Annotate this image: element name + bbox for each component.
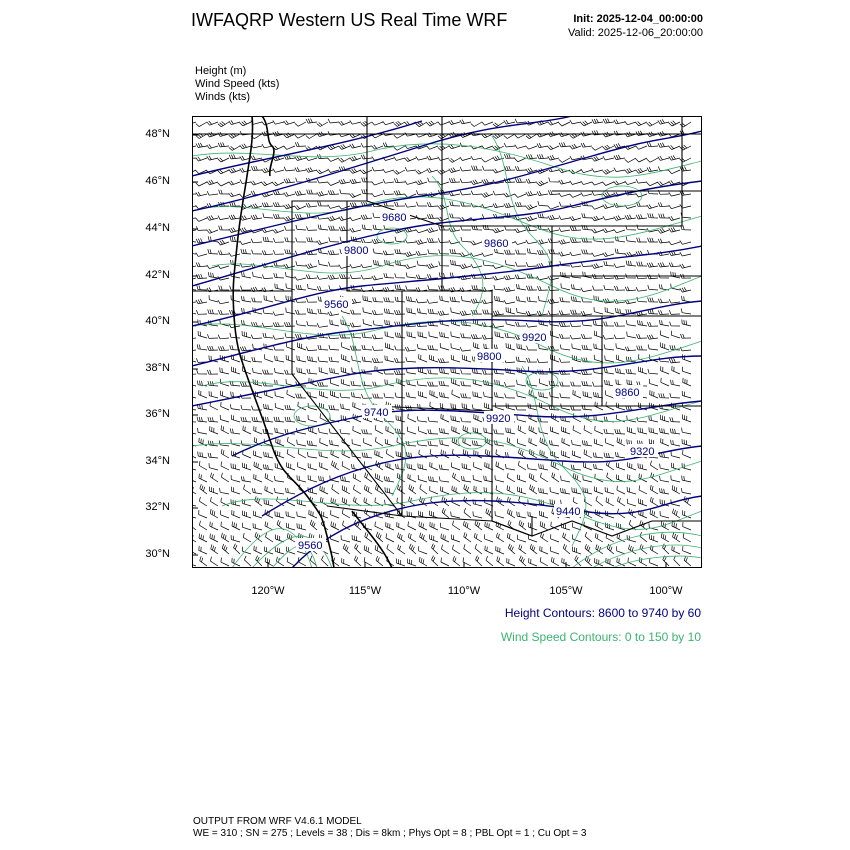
map-plot bbox=[192, 116, 702, 568]
lat-label: 40°N bbox=[145, 315, 170, 327]
lat-label: 46°N bbox=[145, 175, 170, 187]
lat-label: 44°N bbox=[145, 222, 170, 234]
field-winds-label: Winds (kts) bbox=[195, 91, 250, 103]
lat-label: 38°N bbox=[145, 362, 170, 374]
model-info: OUTPUT FROM WRF V4.6.1 MODEL bbox=[193, 816, 362, 827]
contour-label bbox=[482, 236, 512, 250]
lat-label: 48°N bbox=[145, 128, 170, 140]
lon-label: 105°W bbox=[549, 585, 583, 597]
contour-label bbox=[322, 297, 352, 311]
contour-label bbox=[342, 243, 372, 257]
contour-label bbox=[475, 349, 505, 363]
svg-text:9920: 9920 bbox=[522, 332, 547, 344]
lon-label: 100°W bbox=[649, 585, 683, 597]
svg-text:9680: 9680 bbox=[382, 212, 407, 224]
svg-text:9440: 9440 bbox=[556, 506, 581, 518]
lat-label: 36°N bbox=[145, 408, 170, 420]
map-title: IWFAQRP Western US Real Time WRF bbox=[191, 10, 508, 30]
state-borders bbox=[192, 116, 702, 536]
svg-text:9860: 9860 bbox=[615, 387, 640, 399]
lat-label: 34°N bbox=[145, 455, 170, 467]
contour-label bbox=[380, 210, 410, 224]
valid-time: Valid: 2025-12-06_20:00:00 bbox=[568, 27, 703, 39]
lon-label: 120°W bbox=[251, 585, 285, 597]
contour-label bbox=[520, 330, 550, 344]
lon-label: 110°W bbox=[447, 585, 481, 597]
lat-label: 30°N bbox=[145, 548, 170, 560]
svg-text:9920: 9920 bbox=[486, 413, 511, 425]
field-wind-speed-label: Wind Speed (kts) bbox=[195, 78, 280, 90]
model-config: WE = 310 ; SN = 275 ; Levels = 38 ; Dis = 8km ; Phys Opt = 8 ; PBL Opt = 1 ; Cu Opt = 3 bbox=[193, 828, 587, 839]
lat-label: 42°N bbox=[145, 269, 170, 281]
field-height-label: Height (m) bbox=[195, 65, 247, 77]
svg-text:9740: 9740 bbox=[364, 407, 389, 419]
contour-label bbox=[362, 405, 392, 419]
lon-label: 115°W bbox=[348, 585, 382, 597]
svg-text:9860: 9860 bbox=[484, 238, 509, 250]
contour-label bbox=[554, 504, 584, 518]
svg-text:9320: 9320 bbox=[630, 446, 655, 458]
svg-text:9800: 9800 bbox=[344, 245, 369, 257]
height-contour-legend: Height Contours: 8600 to 9740 by 60 bbox=[504, 606, 701, 620]
svg-text:9560: 9560 bbox=[298, 540, 323, 552]
contour-label bbox=[296, 538, 326, 552]
init-time: Init: 2025-12-04_00:00:00 bbox=[573, 13, 703, 25]
svg-text:9800: 9800 bbox=[477, 351, 502, 363]
contour-label bbox=[613, 385, 643, 399]
svg-text:9560: 9560 bbox=[324, 299, 349, 311]
contour-label bbox=[628, 444, 658, 458]
contour-label bbox=[484, 411, 514, 425]
wind-contour-legend: Wind Speed Contours: 0 to 150 by 10 bbox=[500, 630, 701, 644]
lat-label: 32°N bbox=[145, 501, 170, 513]
